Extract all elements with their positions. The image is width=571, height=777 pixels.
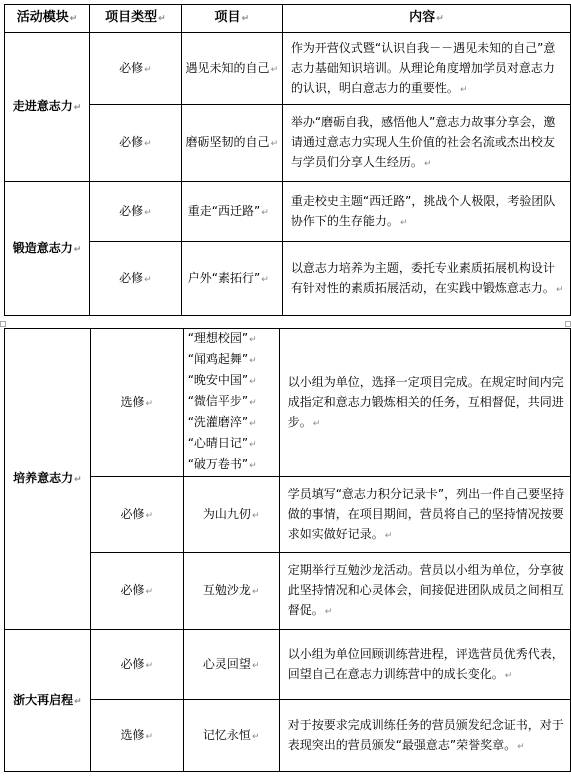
content-cell: 以意志力培养为主题，委托专业素质拓展机构设计有针对性的素质拓展活动，在实践中锻炼意志力。↵	[282, 242, 570, 316]
content-cell: 学员填写“意志力积分记录卡”，列出一件自己要坚持做的事情，在项目期间，营员将自己的坚持情况按要求如实做好记录。↵	[279, 477, 570, 553]
item-cell: 为山九仞↵	[183, 477, 279, 553]
page-corner-mark	[565, 321, 571, 327]
content-cell: 作为开营仪式暨“认识自我－－遇见未知的自己”意志力基础知识培训。从理论角度增加学员对意志力的认识，明白意志力的重要性。↵	[282, 33, 570, 105]
header-type: 项目类型↵	[89, 5, 181, 33]
page-corner-mark	[0, 321, 6, 327]
list-item: “心晴日记”↵	[187, 436, 257, 450]
list-item: “晚安中国”↵	[187, 373, 257, 387]
type-cell: 必修↵	[89, 33, 181, 105]
content-cell: 以小组为单位，选择一定项目完成。在规定时间内完成指定和意志力锻炼相关的任务，互相督促，共同进步。↵	[279, 329, 570, 477]
content-cell: 以小组为单位回顾训练营进程，评选营员优秀代表，回望自己在意志力训练营中的成长变化。↵	[279, 630, 570, 700]
table-row	[5, 630, 571, 700]
list-item: “破万卷书”↵	[187, 457, 257, 471]
content-cell: 重走校史主题“西迁路”，挑战个人极限，考验团队协作下的生存能力。↵	[282, 182, 570, 242]
table-row	[5, 105, 571, 182]
table-row	[5, 182, 571, 242]
table-row	[5, 33, 571, 105]
table-row	[5, 329, 571, 477]
item-cell: 心灵回望↵	[183, 630, 279, 700]
type-cell: 必修↵	[90, 553, 183, 630]
module-cell: 走进意志力↵	[5, 33, 90, 182]
content-cell: 举办“磨砺自我，感悟他人”意志力故事分享会，邀请通过意志力实现人生价值的社会名流或杰出校友与学员们分享人生经历。↵	[282, 105, 570, 182]
header-content: 内容↵	[282, 5, 570, 33]
list-item: “理想校园”↵	[187, 331, 257, 345]
page-break	[0, 321, 571, 327]
type-cell: 必修↵	[89, 242, 181, 316]
item-cell: 重走“西迁路”↵	[181, 182, 282, 242]
table-row	[5, 242, 571, 316]
content-cell: 对于按要求完成训练任务的营员颁发纪念证书，对于表现突出的营员颁发“最强意志”荣誉奖章。↵	[279, 700, 570, 772]
header-item: 项目↵	[181, 5, 282, 33]
type-cell: 必修↵	[89, 182, 181, 242]
list-item: “闻鸡起舞”↵	[187, 352, 257, 366]
type-cell: 必修↵	[90, 477, 183, 553]
type-cell: 必修↵	[90, 630, 183, 700]
type-cell: 选修↵	[90, 329, 183, 477]
header-module: 活动模块↵	[5, 5, 90, 33]
module-cell: 浙大再启程↵	[5, 630, 91, 772]
item-cell: 互勉沙龙↵	[183, 553, 279, 630]
module-cell: 锻造意志力↵	[5, 182, 90, 316]
list-item: “微信平步”↵	[187, 394, 257, 408]
item-cell: 记忆永恒↵	[183, 700, 279, 772]
item-cell: 遇见未知的自己↵	[181, 33, 282, 105]
type-cell: 选修↵	[90, 700, 183, 772]
content-cell: 定期举行互勉沙龙活动。营员以小组为单位，分享彼此坚持情况和心灵体会，间接促进团队成员之间相互督促。↵	[279, 553, 570, 630]
item-cell: 磨砺坚韧的自己↵	[181, 105, 282, 182]
header-row	[5, 5, 571, 33]
item-list-cell	[183, 329, 279, 477]
list-item: “洗灌磨淬”↵	[187, 415, 257, 429]
activity-table-top	[4, 4, 571, 316]
module-cell: 培养意志力↵	[5, 329, 91, 630]
type-cell: 必修↵	[89, 105, 181, 182]
item-cell: 户外“素拓行”↵	[181, 242, 282, 316]
activity-table-bottom	[4, 328, 571, 772]
